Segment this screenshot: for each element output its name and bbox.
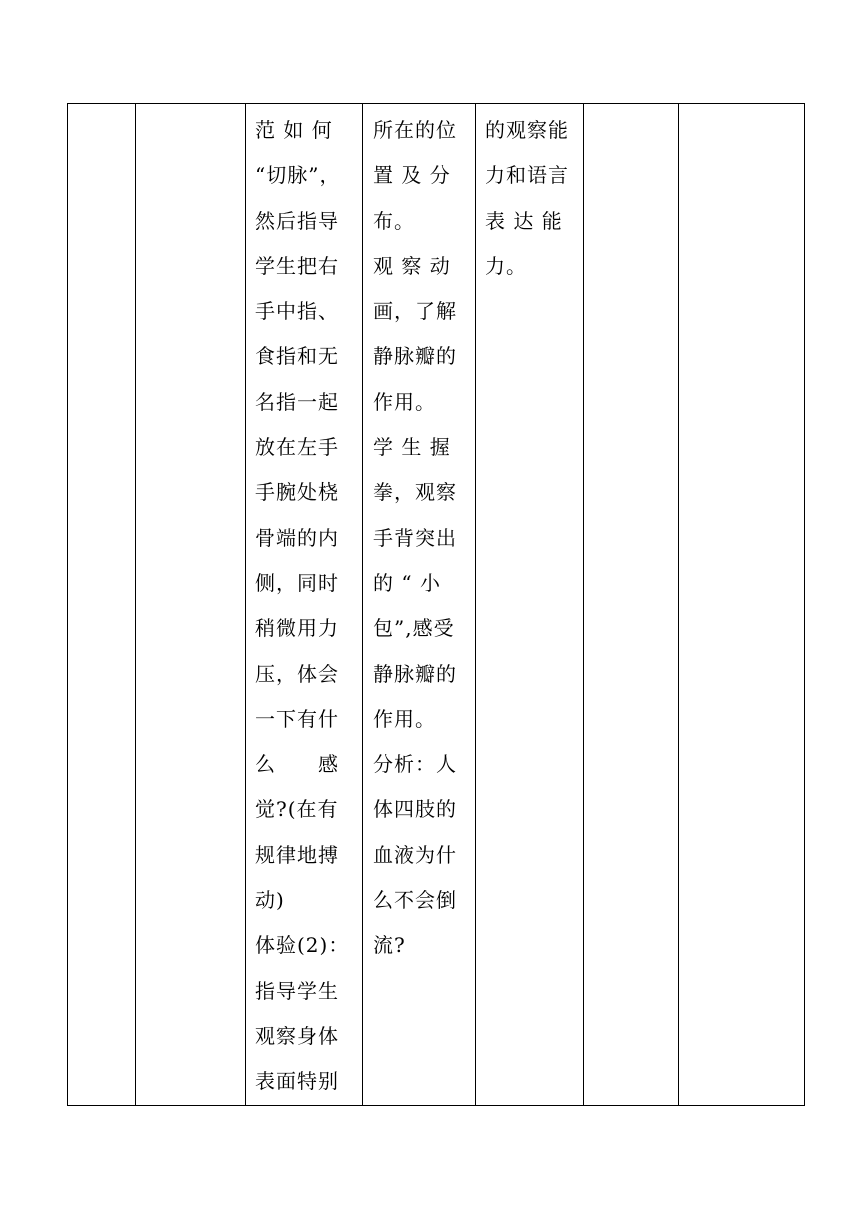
segment-cell: [68, 104, 136, 1106]
teacher-activity-text: 范 如 何 “切脉”， 然后指导 学生把右 手中指、 食指和无 名指一起 放在左手 手腕处桡 骨端的内 侧，同时 稍微用力 压，体会 一下有什 么 感 觉?(在有 规律地搏 动) 体验(2)： 指导学生 观察身体 表面特别: [255, 118, 350, 1094]
design-intent-text: 的观察能 力和语言 表 达 能 力。: [485, 118, 569, 278]
table-row: [68, 104, 805, 1106]
teacher-activity-cell: [246, 104, 363, 1106]
empty-cell: [584, 104, 679, 1106]
student-activity-text: 所在的位 置 及 分 布。 观 察 动 画，了解 静脉瓣的 作用。 学 生 握 拳，观察 手背突出 的 “ 小 包”,感受 静脉瓣的 作用。 分析：人 体四肢的 血液为什 么不会倒 流?: [373, 118, 457, 958]
design-intent-cell: [476, 104, 584, 1106]
content-cell: [136, 104, 246, 1106]
lesson-plan-table: [67, 103, 805, 1106]
empty-cell: [679, 104, 805, 1106]
student-activity-cell: [363, 104, 476, 1106]
